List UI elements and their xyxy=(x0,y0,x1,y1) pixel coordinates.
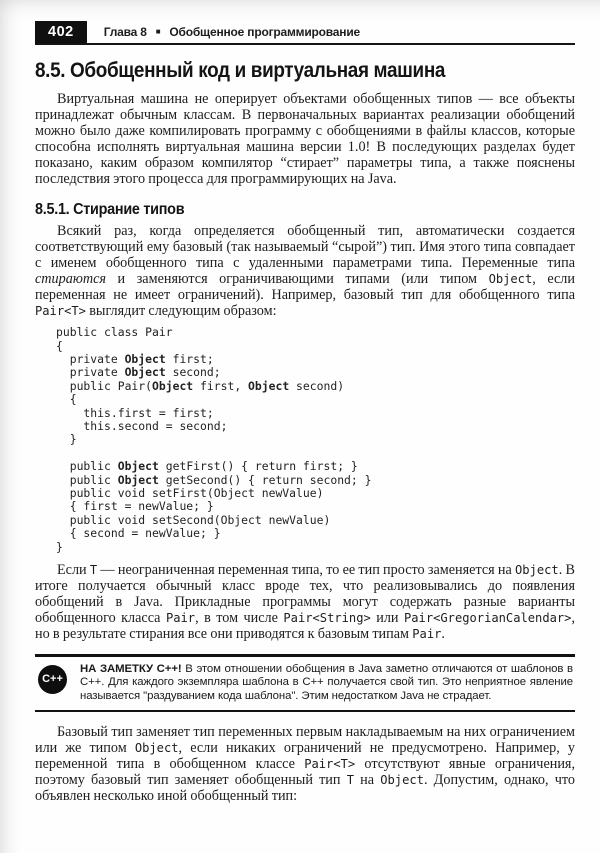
text-run: НА ЗАМЕТКУ C++! xyxy=(80,662,186,675)
text-run: — неограниченная переменная типа, то ее тип просто заменяется на xyxy=(97,562,516,579)
code-line xyxy=(56,500,575,513)
text-run: стираются xyxy=(35,270,106,287)
text-run: Виртуальная машина не оперирует объектами обобщенных типов — все объекты принадлежат обычным классам. В первоначальных вариантах реализации обобщений можно было даже компилировать программу с обобщениями в файлы классов, которые способна исполнять виртуальная машина версии 1.0! В последующих разделах будет показано, каким образом компилятор “стирает” параметры типа, а также пояснены последствия этого процесса для программирующих на Java. xyxy=(35,91,575,188)
code-run: first; xyxy=(165,351,214,366)
paragraph-intro xyxy=(35,91,575,188)
chapter-label: Глава 8 xyxy=(103,25,147,39)
code-run: public xyxy=(56,472,118,487)
text-run: Pair<String> xyxy=(283,611,371,626)
code-run: first, xyxy=(193,378,249,393)
page-header xyxy=(35,21,575,45)
text-run: выглядит следующим образом: xyxy=(85,303,277,320)
code-run: public void setFirst(Object newValue) xyxy=(56,486,324,500)
code-run: second; xyxy=(165,365,221,380)
code-run: Object xyxy=(124,351,166,366)
paragraph-final xyxy=(35,724,575,804)
code-run: { xyxy=(56,338,63,353)
text-run: отсутствуют явные ограничения, поэтому базовый тип заменяет обобщенный тип xyxy=(35,755,575,788)
code-run: getFirst() { return first; } xyxy=(158,459,358,474)
code-run: Object xyxy=(152,378,194,393)
code-line xyxy=(56,380,575,393)
code-line xyxy=(56,541,575,554)
code-run: Object xyxy=(124,365,166,380)
code-run: public class Pair xyxy=(56,325,173,340)
text-run: Pair xyxy=(412,627,442,642)
code-run: { first = newValue; } xyxy=(56,499,214,514)
code-run: private xyxy=(56,365,125,380)
text-run: Object xyxy=(380,772,424,787)
note-text xyxy=(80,663,575,704)
code-block xyxy=(56,326,575,554)
code-run: Object xyxy=(117,459,159,474)
note-box xyxy=(35,654,575,712)
text-run: , если никаких ограничений не предусмотрено. Например, у переменной типа в обобщенном классе xyxy=(35,739,576,772)
text-run: , если переменная не имеет ограничений). Например, базовый тип для обобщенного типа xyxy=(35,270,575,303)
text-run: , в том числе xyxy=(195,610,284,627)
code-run: public Pair( xyxy=(56,378,153,393)
text-run: Если xyxy=(57,562,90,579)
code-line xyxy=(56,487,575,500)
text-run: Pair<T> xyxy=(35,304,86,319)
code-run: this.second = second; xyxy=(56,418,228,433)
code-line xyxy=(56,407,575,420)
code-run: } xyxy=(56,539,63,554)
text-run: Object xyxy=(488,271,533,286)
code-line xyxy=(56,326,575,339)
text-run: Базовый тип заменяет тип переменных первым накладываемым на них ограничением или же типом xyxy=(35,723,575,756)
code-run: getSecond() { return second; } xyxy=(158,472,372,487)
square-bullet-icon: ■ xyxy=(155,26,161,36)
text-run: , но в результате стирания все они приводятся к базовым типам xyxy=(35,610,575,643)
text-run: Pair<GregorianCalendar> xyxy=(403,611,572,626)
subsection-heading: 8.5.1. Стирание типов xyxy=(35,200,185,218)
code-run: second) xyxy=(289,378,345,393)
cpp-note-icon: C++ xyxy=(38,665,67,694)
text-run: В этом отношении обобщения в Java заметно отличаются от шаблонов в C++. Для каждого экземпляра шаблона в C++ получается свой тип. Это неприятное явление называется "раздуванием кода шаблона". Этим недостатком Java не страдает. xyxy=(80,662,573,702)
code-run: { second = newValue; } xyxy=(56,526,221,541)
text-run: . В итоге получается обычный класс вроде тех, что реализовывались до появления обобщений в Java. Прикладные программы могут содержать разные варианты обобщенного класса xyxy=(35,562,575,627)
chapter-title: Обобщенное программирование xyxy=(169,25,360,39)
code-run: public xyxy=(56,459,118,474)
code-line xyxy=(56,447,575,460)
code-run: this.first = first; xyxy=(56,405,214,420)
section-heading: 8.5. Обобщенный код и виртуальная машина xyxy=(35,58,446,82)
code-line xyxy=(56,460,575,473)
text-run: Pair<T> xyxy=(304,756,356,771)
page-number-badge: 402 xyxy=(35,21,87,43)
paragraph-after-code xyxy=(35,562,575,642)
text-run: Pair xyxy=(165,611,196,626)
text-run: и заменяются ограничивающими типами (или типом xyxy=(105,270,489,287)
code-run: private xyxy=(56,351,125,366)
code-line xyxy=(56,420,575,433)
text-run: Object xyxy=(515,563,559,578)
paragraph-erasure xyxy=(35,223,575,320)
text-run: или xyxy=(370,610,404,627)
code-run: { xyxy=(56,392,77,407)
code-run: Object xyxy=(117,472,159,487)
text-run: . Допустим, однако, что объявлен несколько иной обобщенный тип: xyxy=(35,771,575,804)
code-line xyxy=(56,393,575,406)
code-line xyxy=(56,514,575,527)
code-line xyxy=(56,527,575,540)
code-line xyxy=(56,433,575,446)
code-line xyxy=(56,474,575,487)
text-run: Всякий раз, когда определяется обобщенный тип, автоматически создается соответствующий ему базовый (так называемый “сырой”) тип. Имя этого типа совпадает с именем обобщенного типа с удаленными параметрами типа. Переменные типа xyxy=(35,222,575,271)
code-run: Object xyxy=(248,378,290,393)
code-line xyxy=(56,340,575,353)
code-line xyxy=(56,353,575,366)
text-run: Object xyxy=(134,740,179,755)
running-head xyxy=(104,21,360,43)
text-run: T xyxy=(346,772,354,787)
text-run: T xyxy=(89,563,98,578)
code-line xyxy=(56,366,575,379)
text-run: . xyxy=(441,626,445,643)
code-run: public void setSecond(Object newValue) xyxy=(56,512,331,527)
text-run: на xyxy=(353,771,381,788)
code-run: } xyxy=(56,432,77,447)
